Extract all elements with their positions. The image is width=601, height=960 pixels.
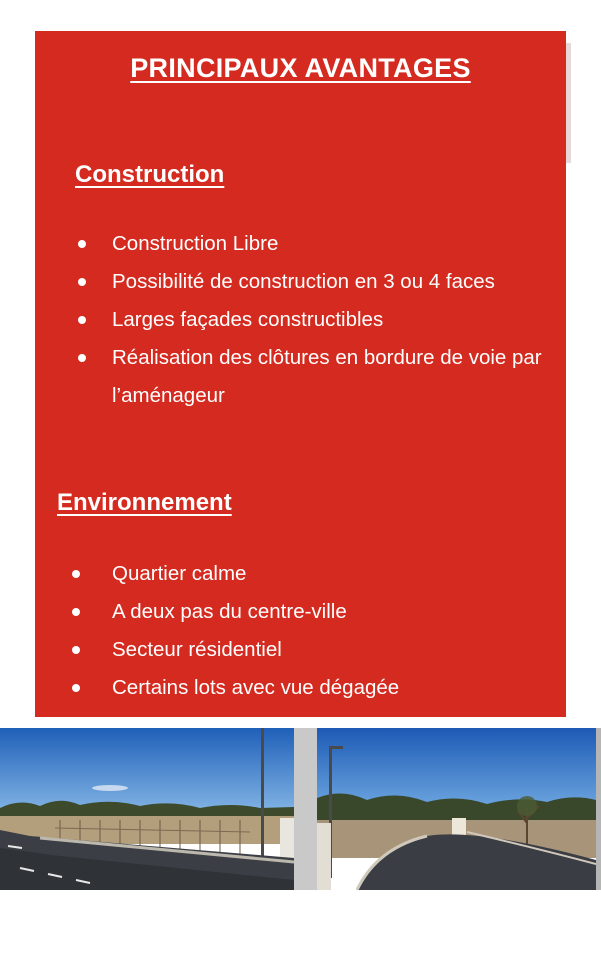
list-item: Secteur résidentiel xyxy=(112,631,562,669)
list-item: Quartier calme xyxy=(112,555,562,593)
page-title: PRINCIPAUX AVANTAGES xyxy=(130,53,471,83)
list-item: Construction Libre xyxy=(112,225,562,263)
bullet-icon xyxy=(72,608,80,616)
site-photo-left xyxy=(0,728,294,890)
list-item: A deux pas du centre-ville xyxy=(112,593,562,631)
advantages-panel xyxy=(35,31,566,717)
section-title-environnement: Environnement xyxy=(57,489,232,516)
site-photo-left-image xyxy=(0,728,294,890)
bullet-icon xyxy=(78,278,86,286)
bullet-icon xyxy=(72,684,80,692)
bullet-icon xyxy=(78,240,86,248)
site-photo-right-image xyxy=(317,728,596,890)
list-item: Certains lots avec vue dégagée xyxy=(112,669,562,707)
bullet-icon xyxy=(78,316,86,324)
panel-edge xyxy=(566,43,571,163)
bullet-icon xyxy=(72,570,80,578)
list-item: Possibilité de construction en 3 ou 4 faces xyxy=(112,263,562,301)
environnement-list xyxy=(112,555,562,707)
list-item: Larges façades constructibles xyxy=(112,301,562,339)
site-photo-right xyxy=(317,728,596,890)
construction-list xyxy=(112,225,562,415)
bullet-icon xyxy=(78,354,86,362)
list-item: Réalisation des clôtures en bordure de voie par l’aménageur xyxy=(112,339,562,415)
section-title-construction: Construction xyxy=(75,161,225,188)
photo-edge xyxy=(596,728,601,890)
bullet-icon xyxy=(72,646,80,654)
photo-divider xyxy=(294,728,317,890)
